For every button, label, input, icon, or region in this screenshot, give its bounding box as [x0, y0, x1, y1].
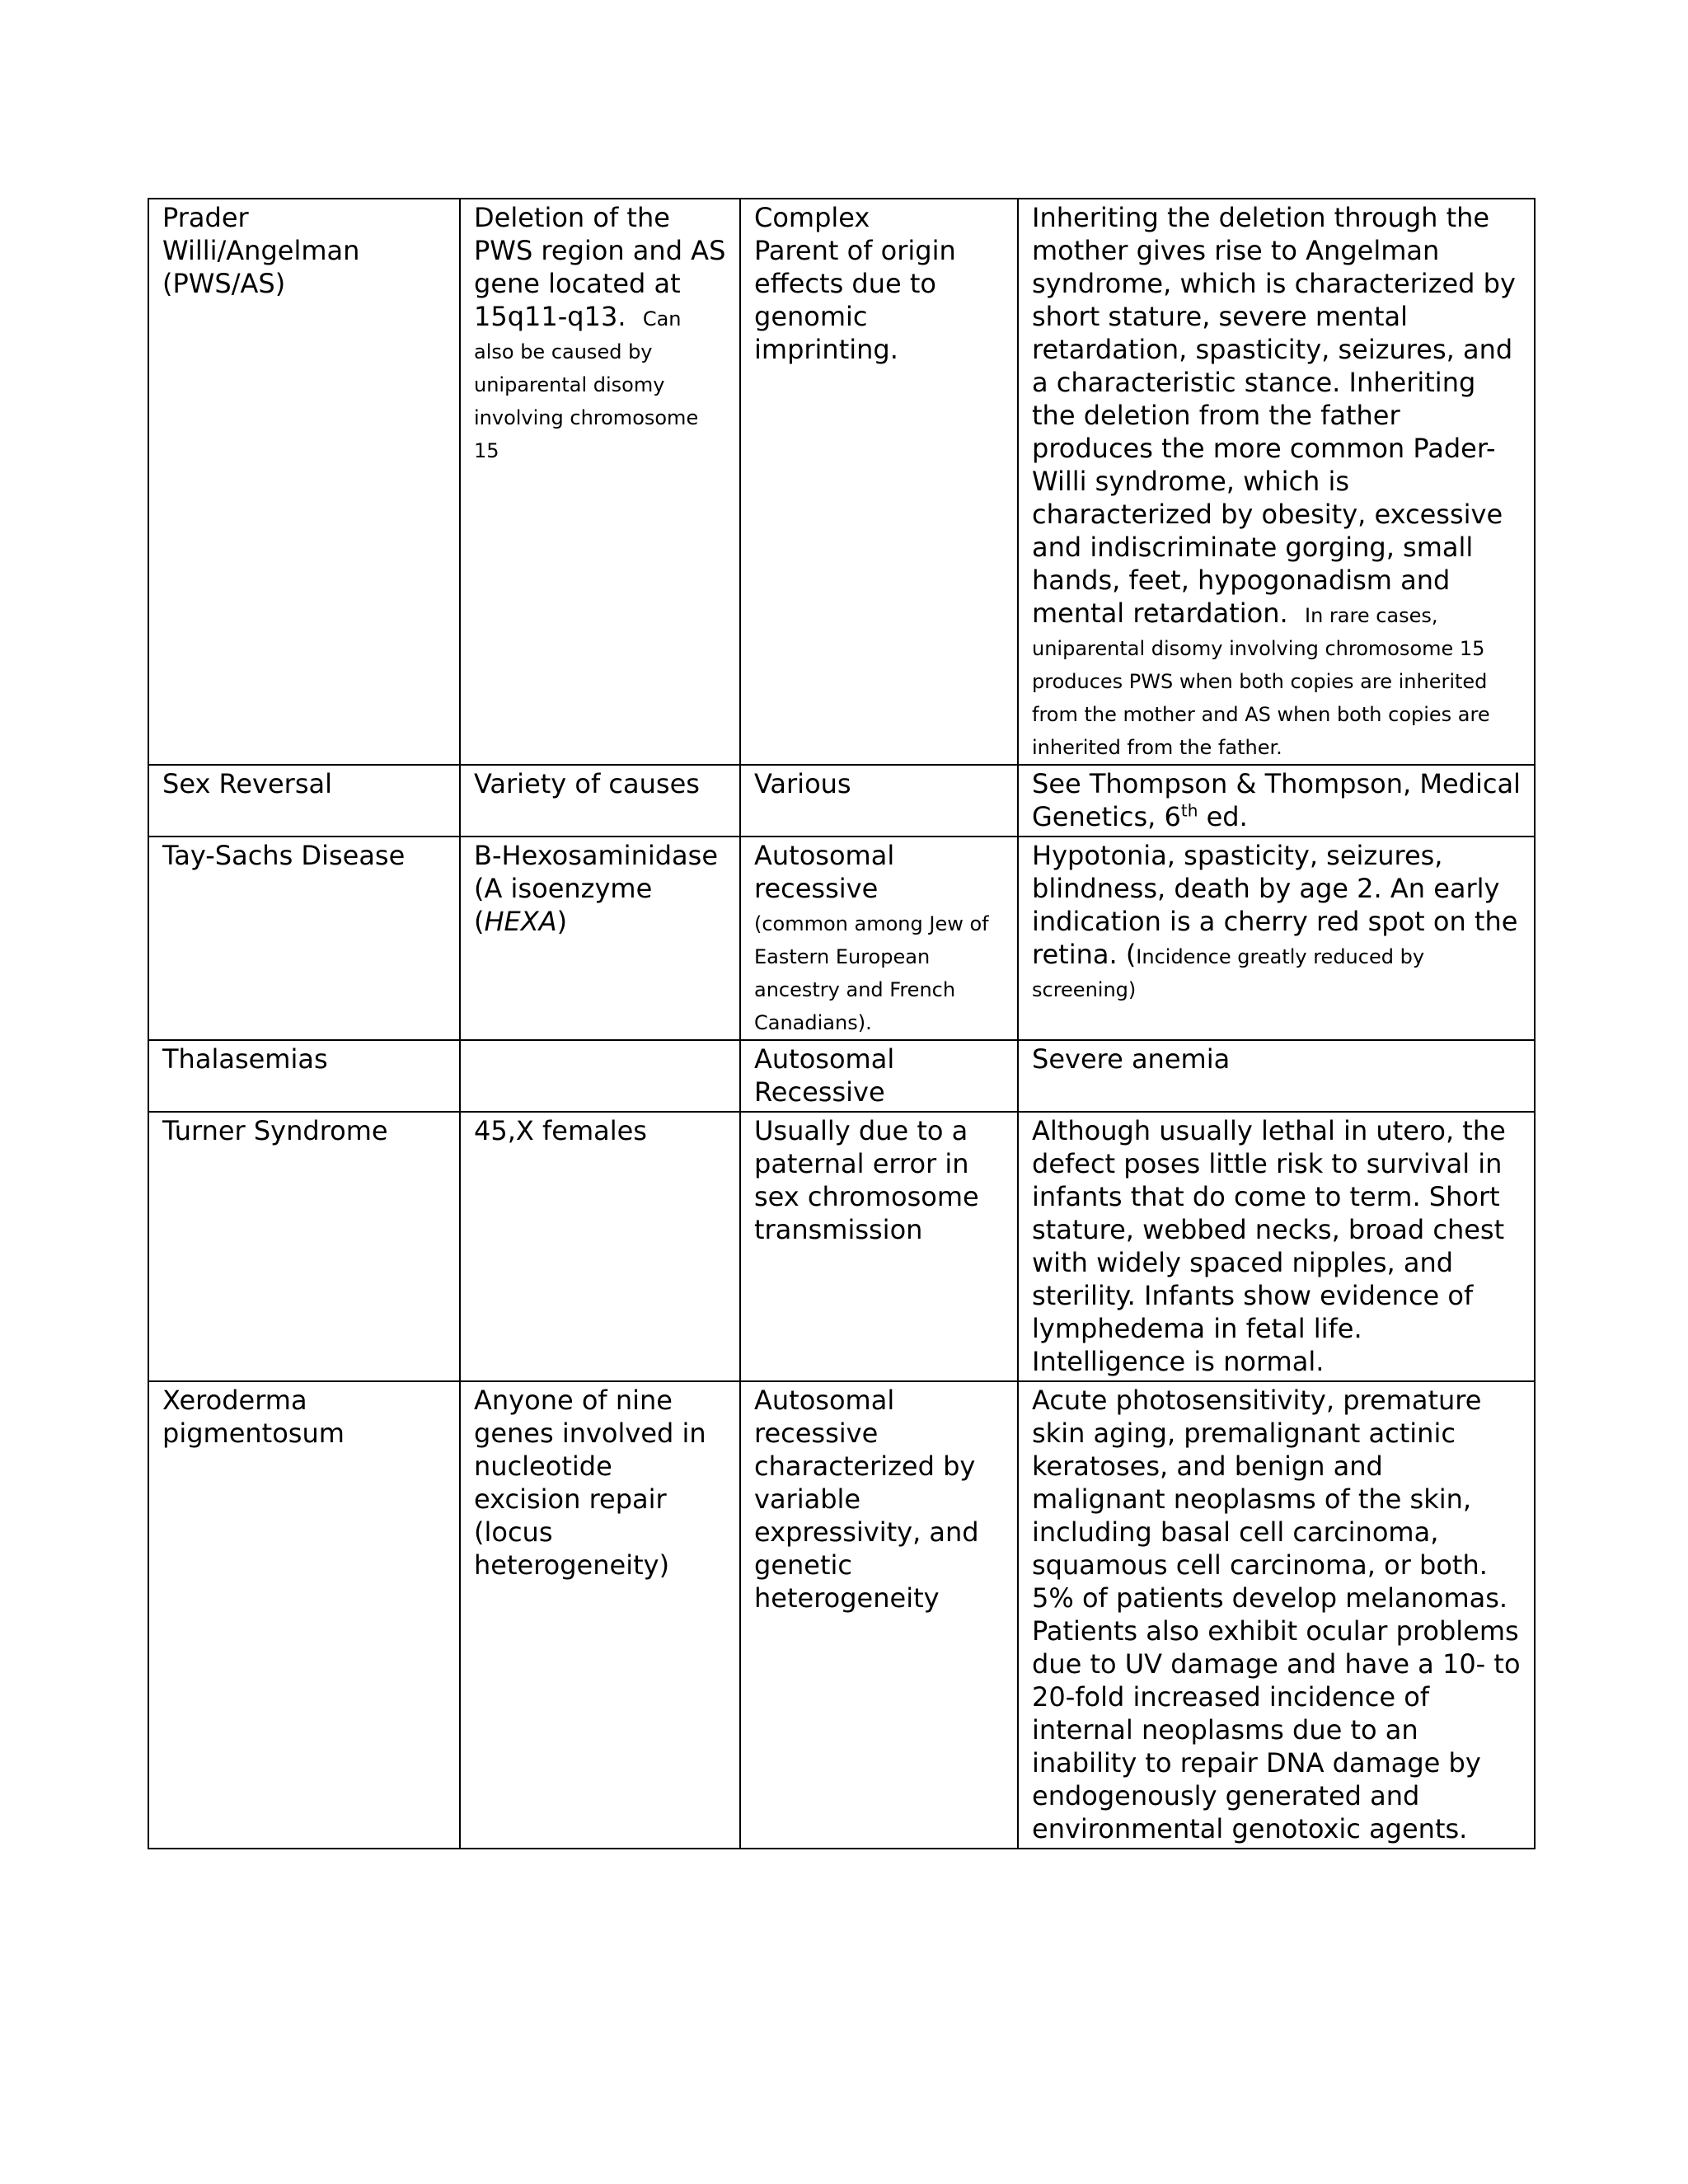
description-cell	[1018, 765, 1535, 837]
cause-cell	[460, 1381, 740, 1849]
inheritance-cell	[740, 1040, 1018, 1112]
cause-note: Can also be caused by uniparental disomy involving chromosome 15	[474, 307, 699, 462]
description-text: Inheriting the deletion through the mother gives rise to Angelman syndrome, which is characterized by short stature, severe mental retardation, spasticity, seizures, and a characteristic stance. Inheriting the deletion from the father produces the more common Pader-Willi syndrome, which is characterized by obesity, excessive and indiscriminate gorging, small hands, feet, hypogonadism and mental retardation.	[1032, 202, 1516, 629]
cause-cell	[460, 837, 740, 1040]
disease-name: Thalasemias	[162, 1043, 328, 1075]
inheritance-text: Autosomal recessive characterized by variable expressivity, and genetic heterogeneity	[754, 1385, 979, 1614]
description-cell	[1018, 1381, 1535, 1849]
disease-cell	[148, 199, 460, 765]
inheritance-cell	[740, 199, 1018, 765]
description-cell	[1018, 1040, 1535, 1112]
disease-cell	[148, 837, 460, 1040]
table-row	[148, 765, 1535, 837]
inheritance-cell	[740, 1112, 1018, 1381]
disease-cell	[148, 765, 460, 837]
disease-name: Sex Reversal	[162, 768, 332, 799]
edition-superscript: th	[1180, 800, 1198, 821]
inheritance-cell	[740, 1381, 1018, 1849]
description-cell	[1018, 1112, 1535, 1381]
cause-text: Anyone of nine genes involved in nucleotide excision repair (locus heterogeneity)	[474, 1385, 706, 1581]
inheritance-text: Various	[754, 768, 851, 799]
cause-text: B-Hexosaminidase (A isoenzyme (	[474, 840, 719, 937]
description-cell	[1018, 837, 1535, 1040]
disease-name: Turner Syndrome	[162, 1115, 388, 1146]
disease-cell	[148, 1040, 460, 1112]
description-tail: ed.	[1198, 801, 1248, 832]
disease-name: Xeroderma pigmentosum	[162, 1385, 345, 1449]
disease-name: Tay-Sachs Disease	[162, 840, 406, 871]
table-row	[148, 1381, 1535, 1849]
inheritance-text: Complex Parent of origin effects due to genomic imprinting.	[754, 202, 956, 365]
cause-text: 45,X females	[474, 1115, 647, 1146]
description-text: See Thompson & Thompson, Medical Genetics, 6	[1032, 768, 1521, 832]
cause-cell	[460, 1112, 740, 1381]
description-text: Severe anemia	[1032, 1043, 1231, 1075]
table-row	[148, 1112, 1535, 1381]
description-text: Hypotonia, spasticity, seizures, blindness, death by age 2. An early indication is a cherry red spot on the retina. (	[1032, 840, 1518, 970]
inheritance-text: Autosomal Recessive	[754, 1043, 895, 1108]
table-row	[148, 199, 1535, 765]
description-note: In rare cases, uniparental disomy involving chromosome 15 produces PWS when both copies are inherited from the mother and AS when both copies are inherited from the father.	[1032, 604, 1490, 759]
description-text: Although usually lethal in utero, the defect poses little risk to survival in infants that do come to term. Short stature, webbed necks, broad chest with widely spaced nipples, and sterility. Infants show evidence of lymphedema in fetal life. Intelligence is normal.	[1032, 1115, 1506, 1377]
genetic-disorders-table	[148, 198, 1536, 1849]
description-text: Acute photosensitivity, premature skin aging, premalignant actinic keratoses, and benign and malignant neoplasms of the skin, including basal cell carcinoma, squamous cell carcinoma, or both. 5% of patients develop melanomas. Patients also exhibit ocular problems due to UV damage and have a 10- to 20-fold increased incidence of internal neoplasms due to an inability to repair DNA damage by endogenously generated and environmental genotoxic agents.	[1032, 1385, 1521, 1844]
cause-text: Variety of causes	[474, 768, 700, 799]
disease-name: Prader Willi/Angelman (PWS/AS)	[162, 202, 360, 299]
inheritance-cell	[740, 765, 1018, 837]
description-note: Incidence greatly reduced by screening)	[1032, 945, 1425, 1001]
table-row	[148, 837, 1535, 1040]
cause-cell	[460, 199, 740, 765]
cause-text: Deletion of the PWS region and AS gene located at 15q11-q13.	[474, 202, 726, 332]
disease-cell	[148, 1381, 460, 1849]
table-row	[148, 1040, 1535, 1112]
gene-symbol: HEXA	[484, 906, 557, 937]
inheritance-note: (common among Jew of Eastern European ancestry and French Canadians).	[754, 912, 989, 1034]
cause-cell	[460, 765, 740, 837]
disease-cell	[148, 1112, 460, 1381]
cause-tail: )	[556, 906, 568, 937]
description-cell	[1018, 199, 1535, 765]
inheritance-text: Usually due to a paternal error in sex chromosome transmission	[754, 1115, 979, 1245]
cause-cell	[460, 1040, 740, 1112]
inheritance-text: Autosomal recessive	[754, 840, 895, 904]
inheritance-cell	[740, 837, 1018, 1040]
